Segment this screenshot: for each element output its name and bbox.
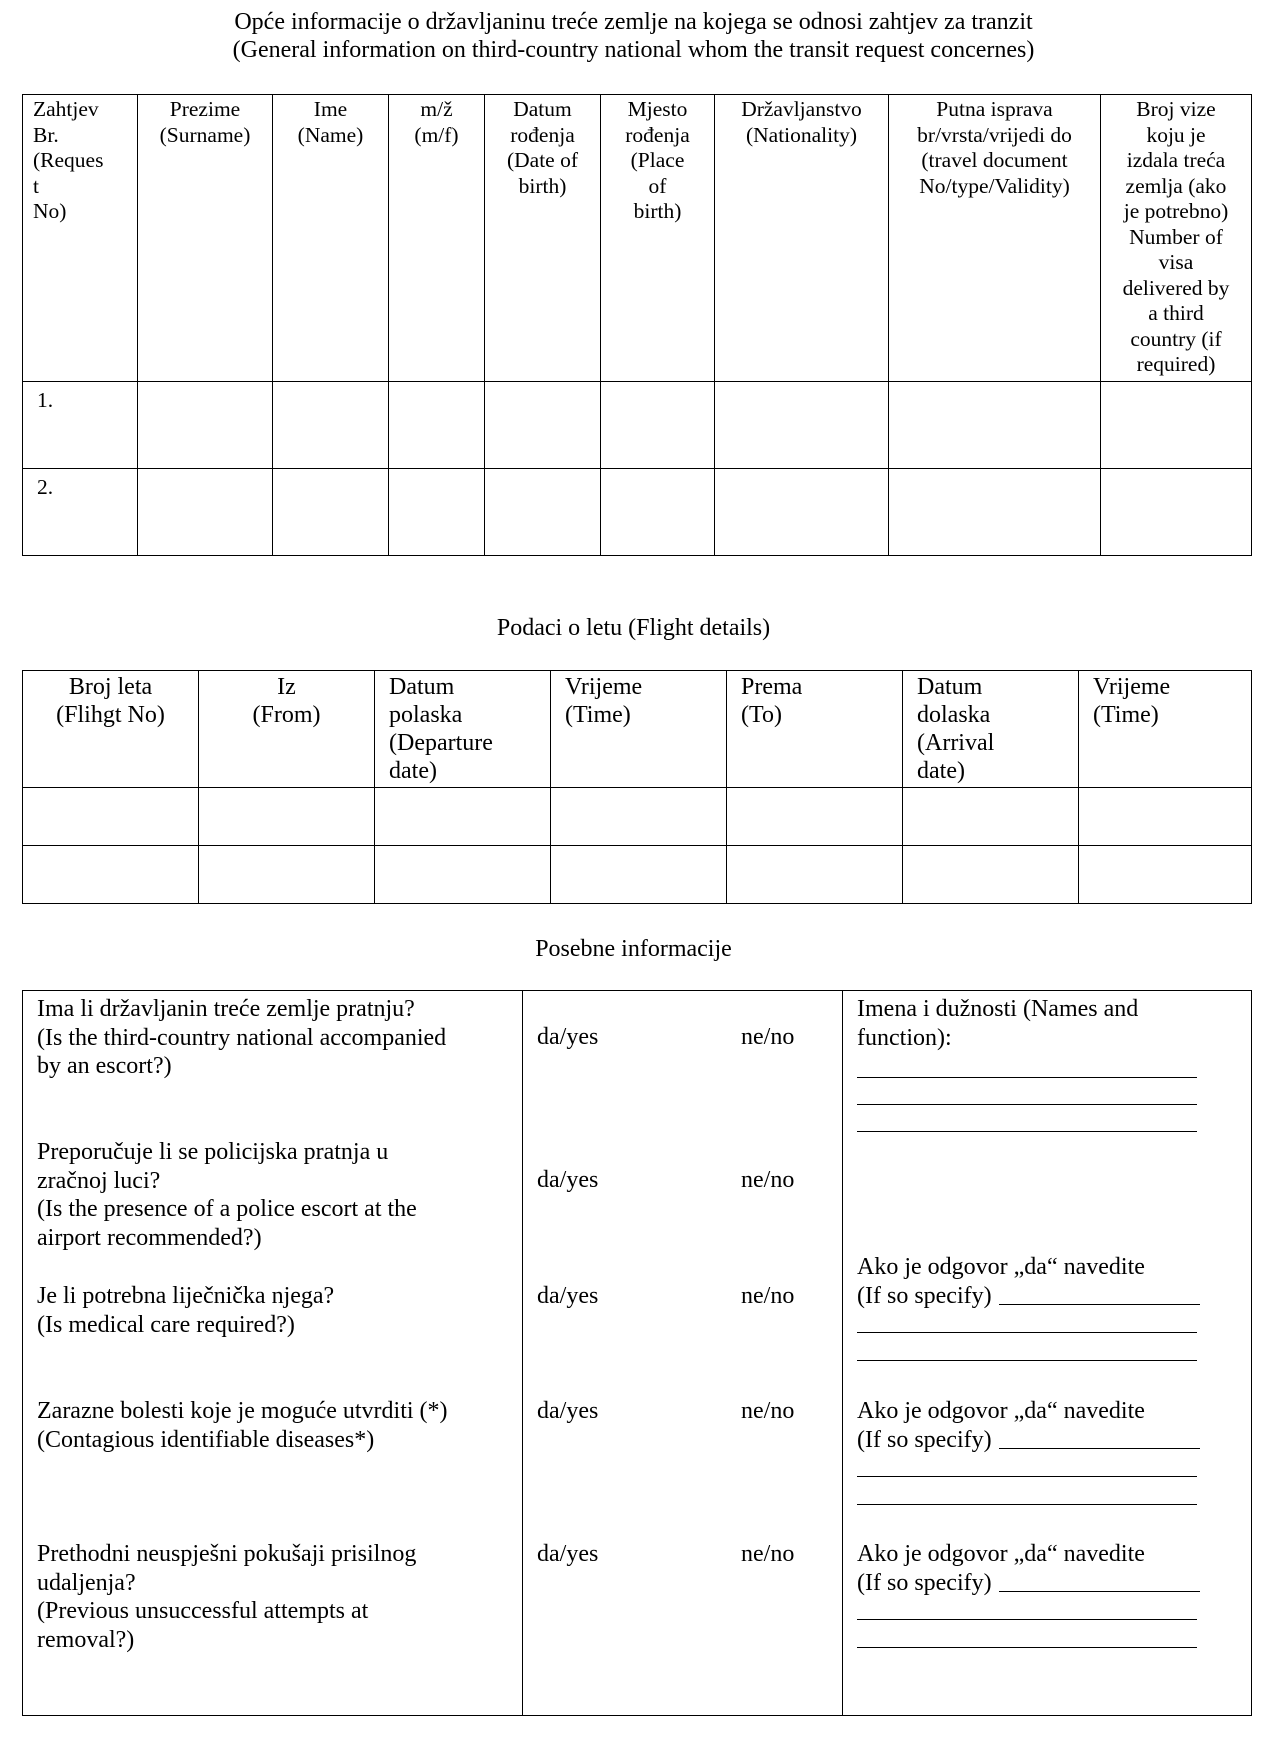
cell-sex[interactable]: [389, 382, 485, 469]
answer-line[interactable]: [857, 1332, 1197, 1333]
answer-line[interactable]: [857, 1131, 1197, 1132]
details-column: [843, 991, 1252, 1716]
title-english: (General information on third-country national whom the transit request concernes): [232, 37, 1035, 63]
flight-section-title: Podaci o letu (Flight details): [496, 615, 771, 641]
question-police-escort: Preporučuje li se policijska pratnja u zračnoj luci? (Is the presence of a police escort at the airport recommended?): [37, 1139, 417, 1251]
general-info-table: [22, 94, 1252, 556]
answer-line[interactable]: [857, 1476, 1197, 1477]
cell-visa-number[interactable]: [1101, 382, 1252, 469]
flight-details-table: [22, 670, 1252, 904]
cell-departure-time[interactable]: [551, 846, 727, 904]
yes-option[interactable]: da/yes: [537, 1398, 599, 1424]
cell-nationality[interactable]: [715, 382, 889, 469]
cell-date-of-birth[interactable]: [485, 382, 601, 469]
cell-departure-date[interactable]: [375, 846, 551, 904]
answer-line[interactable]: [999, 1591, 1200, 1592]
cell-arrival-date[interactable]: [903, 846, 1079, 904]
table-row: [23, 469, 1252, 556]
header-arrival-time: Vrijeme (Time): [1079, 671, 1252, 788]
header-visa-number: Broj vize koju je izdala treća zemlja (ako je potrebno) Number of visa delivered by a third country (if required): [1101, 95, 1252, 382]
no-option[interactable]: ne/no: [741, 1541, 795, 1567]
names-and-function-label: Imena i dužnosti (Names and function):: [857, 996, 1139, 1051]
cell-flight-no[interactable]: [23, 788, 199, 846]
cell-place-of-birth[interactable]: [601, 469, 715, 556]
cell-from[interactable]: [199, 788, 375, 846]
question-medical-care: Je li potrebna liječnička njega? (Is medical care required?): [37, 1283, 335, 1338]
cell-surname[interactable]: [138, 469, 273, 556]
no-option[interactable]: ne/no: [741, 1398, 795, 1424]
cell-from[interactable]: [199, 846, 375, 904]
table-row: [23, 382, 1252, 469]
header-travel-document: Putna isprava br/vrsta/vrijedi do (travel document No/type/Validity): [889, 95, 1101, 382]
cell-surname[interactable]: [138, 382, 273, 469]
question-contagious-diseases: Zarazne bolesti koje je moguće utvrditi (*) (Contagious identifiable diseases*): [37, 1398, 448, 1453]
table-row: [23, 788, 1252, 846]
specify-contagious-diseases: Ako je odgovor „da“ navedite (If so specify): [857, 1398, 1145, 1453]
cell-arrival-time[interactable]: [1079, 788, 1252, 846]
questions-column: [23, 991, 523, 1716]
cell-nationality[interactable]: [715, 469, 889, 556]
yes-option[interactable]: da/yes: [537, 1283, 599, 1309]
special-section-title: Posebne informacije: [535, 936, 732, 962]
special-info-table: [22, 990, 1252, 1716]
title-croatian: Opće informacije o državljaninu treće zemlje na kojega se odnosi zahtjev za tranzit: [234, 9, 1033, 35]
cell-arrival-time[interactable]: [1079, 846, 1252, 904]
answer-line[interactable]: [857, 1104, 1197, 1105]
answer-line[interactable]: [999, 1304, 1200, 1305]
cell-to[interactable]: [727, 846, 903, 904]
general-header-row: [23, 95, 1252, 382]
header-name: Ime (Name): [273, 95, 389, 382]
header-sex: m/ž (m/f): [389, 95, 485, 382]
table-row: [23, 846, 1252, 904]
question-removal-attempts: Prethodni neuspješni pokušaji prisilnog udaljenja? (Previous unsuccessful attempts at removal?): [37, 1541, 417, 1653]
header-from: Iz (From): [199, 671, 375, 788]
answer-line[interactable]: [857, 1077, 1197, 1078]
answer-line[interactable]: [857, 1619, 1197, 1620]
cell-flight-no[interactable]: [23, 846, 199, 904]
header-nationality: Državljanstvo (Nationality): [715, 95, 889, 382]
cell-travel-document[interactable]: [889, 382, 1101, 469]
header-arrival-date: Datum dolaska (Arrival date): [903, 671, 1079, 788]
header-request-no: Zahtjev Br. (Reques t No): [23, 95, 138, 382]
cell-sex[interactable]: [389, 469, 485, 556]
cell-to[interactable]: [727, 788, 903, 846]
no-option[interactable]: ne/no: [741, 1024, 795, 1050]
header-departure-time: Vrijeme (Time): [551, 671, 727, 788]
cell-name[interactable]: [273, 382, 389, 469]
header-to: Prema (To): [727, 671, 903, 788]
cell-date-of-birth[interactable]: [485, 469, 601, 556]
answers-column: [523, 991, 843, 1716]
row-number: 1.: [23, 382, 138, 469]
cell-travel-document[interactable]: [889, 469, 1101, 556]
cell-name[interactable]: [273, 469, 389, 556]
no-option[interactable]: ne/no: [741, 1167, 795, 1193]
answer-line[interactable]: [999, 1448, 1200, 1449]
row-number: 2.: [23, 469, 138, 556]
header-flight-no: Broj leta (Flihgt No): [23, 671, 199, 788]
specify-medical-care: Ako je odgovor „da“ navedite (If so specify): [857, 1254, 1145, 1309]
header-surname: Prezime (Surname): [138, 95, 273, 382]
answer-line[interactable]: [857, 1360, 1197, 1361]
header-date-of-birth: Datum rođenja (Date of birth): [485, 95, 601, 382]
cell-visa-number[interactable]: [1101, 469, 1252, 556]
header-place-of-birth: Mjesto rođenja (Place of birth): [601, 95, 715, 382]
yes-option[interactable]: da/yes: [537, 1167, 599, 1193]
specify-removal-attempts: Ako je odgovor „da“ navedite (If so specify): [857, 1541, 1145, 1596]
answer-line[interactable]: [857, 1504, 1197, 1505]
cell-place-of-birth[interactable]: [601, 382, 715, 469]
yes-option[interactable]: da/yes: [537, 1024, 599, 1050]
no-option[interactable]: ne/no: [741, 1283, 795, 1309]
yes-option[interactable]: da/yes: [537, 1541, 599, 1567]
header-departure-date: Datum polaska (Departure date): [375, 671, 551, 788]
cell-departure-time[interactable]: [551, 788, 727, 846]
answer-line[interactable]: [857, 1647, 1197, 1648]
cell-departure-date[interactable]: [375, 788, 551, 846]
page-title: [0, 8, 1267, 64]
cell-arrival-date[interactable]: [903, 788, 1079, 846]
flight-header-row: [23, 671, 1252, 788]
question-escort: Ima li državljanin treće zemlje pratnju? (Is the third-country national accompanied by an escort?): [37, 996, 447, 1079]
